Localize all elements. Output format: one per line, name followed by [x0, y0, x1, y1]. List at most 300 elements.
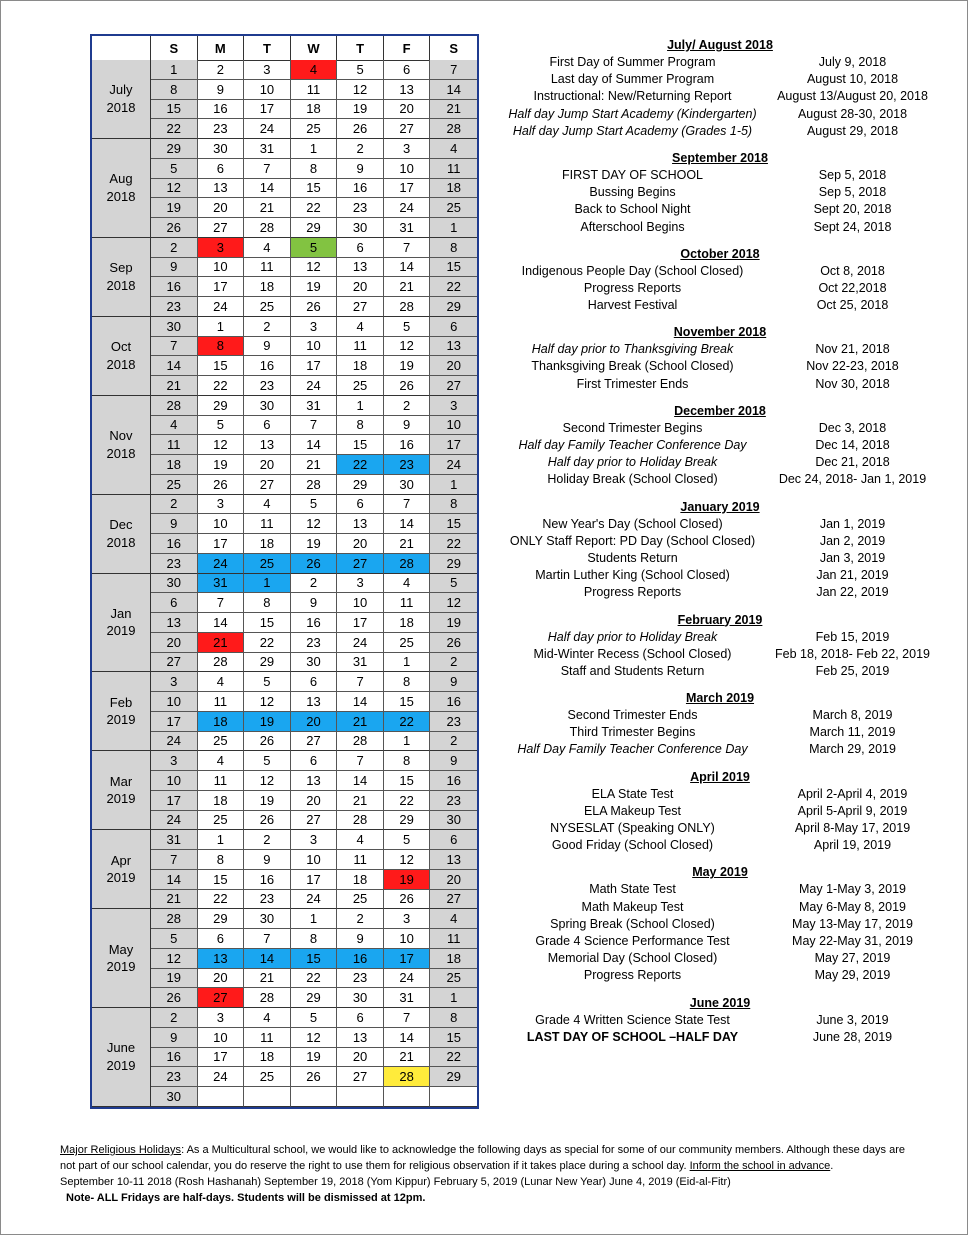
calendar-day: 21 — [151, 376, 198, 396]
calendar-day: 14 — [244, 179, 291, 199]
calendar-day: 17 — [151, 791, 198, 811]
event-row — [500, 803, 940, 820]
calendar-corner — [92, 36, 151, 61]
calendar-day: 5 — [384, 830, 431, 850]
event-row — [500, 567, 940, 584]
month-label — [92, 830, 151, 909]
event-row — [500, 263, 940, 280]
calendar-day: 8 — [384, 751, 431, 771]
calendar-day: 7 — [384, 1008, 431, 1028]
calendar-day: 7 — [244, 159, 291, 179]
month-label — [92, 574, 151, 673]
event-section-title: October 2018 — [680, 246, 760, 261]
calendar-day: 12 — [291, 1028, 338, 1048]
month-label — [92, 751, 151, 830]
event-name: Good Friday (School Closed) — [551, 838, 714, 853]
calendar-day: 9 — [291, 593, 338, 613]
calendar-day: 4 — [337, 317, 384, 337]
event-date: August 13/August 20, 2018 — [777, 89, 928, 104]
event-row — [500, 786, 940, 803]
calendar-day: 25 — [198, 811, 245, 831]
month-label-line: 2018 — [106, 188, 136, 204]
event-name: Math Makeup Test — [581, 899, 684, 914]
event-date: May 6-May 8, 2019 — [799, 899, 906, 914]
calendar-day: 5 — [384, 317, 431, 337]
calendar-day: 19 — [198, 455, 245, 475]
calendar-day: 10 — [291, 850, 338, 870]
calendar-day: 19 — [151, 969, 198, 989]
calendar-day: 27 — [198, 988, 245, 1008]
calendar-day: 3 — [198, 1008, 245, 1028]
calendar-day: 29 — [244, 653, 291, 673]
calendar-day: 6 — [291, 751, 338, 771]
calendar-day: 23 — [151, 1067, 198, 1087]
religious-holidays-period: . — [830, 1159, 834, 1172]
calendar-day: 30 — [337, 218, 384, 238]
calendar-day: 29 — [198, 396, 245, 416]
event-name: Memorial Day (School Closed) — [547, 951, 718, 966]
calendar-day: 1 — [430, 475, 477, 495]
event-date: August 29, 2018 — [806, 123, 899, 138]
calendar-day: 19 — [244, 791, 291, 811]
event-date: Sep 5, 2018 — [818, 185, 887, 200]
calendar-day: 12 — [291, 514, 338, 534]
event-section — [500, 994, 940, 1046]
calendar-day: 31 — [384, 988, 431, 1008]
calendar-day: 22 — [198, 890, 245, 910]
calendar-day: 8 — [198, 850, 245, 870]
calendar-day: 10 — [151, 771, 198, 791]
calendar-day: 7 — [430, 60, 477, 80]
event-date: Feb 25, 2019 — [815, 663, 890, 678]
calendar-day: 30 — [244, 909, 291, 929]
calendar-day: 27 — [384, 119, 431, 139]
calendar-day: 10 — [198, 258, 245, 278]
calendar-day: 13 — [198, 179, 245, 199]
calendar-day: 24 — [198, 554, 245, 574]
event-date: Dec 21, 2018 — [815, 455, 890, 470]
month-label — [92, 60, 151, 139]
calendar-day: 16 — [430, 692, 477, 712]
calendar-day: 27 — [337, 1067, 384, 1087]
calendar-day: 12 — [430, 593, 477, 613]
calendar-day: 19 — [244, 712, 291, 732]
calendar-day: 24 — [198, 1067, 245, 1087]
calendar-day: 5 — [151, 159, 198, 179]
calendar-day: 2 — [337, 139, 384, 159]
calendar-day: 25 — [151, 475, 198, 495]
calendar-day: 3 — [151, 751, 198, 771]
calendar-day — [430, 1087, 477, 1107]
event-row — [500, 88, 940, 105]
calendar-day: 9 — [151, 1028, 198, 1048]
calendar-day: 1 — [291, 909, 338, 929]
calendar-day: 3 — [337, 574, 384, 594]
event-date: Oct 25, 2018 — [816, 298, 889, 313]
event-row — [500, 950, 940, 967]
event-date: Oct 8, 2018 — [820, 263, 885, 278]
event-row — [500, 533, 940, 550]
calendar-day: 20 — [430, 356, 477, 376]
religious-holidays-dates: September 10-11 2018 (Rosh Hashanah) September 19, 2018 (Yom Kippur) February 5, 2019 (Lunar New Year) June 4, 2019 (Eid-al-Fitr) — [60, 1175, 731, 1188]
calendar-day — [244, 1087, 291, 1107]
event-date: Sept 20, 2018 — [813, 202, 892, 217]
event-row — [500, 167, 940, 184]
event-section-title: June 2019 — [689, 995, 751, 1010]
calendar-day: 19 — [384, 356, 431, 376]
calendar-day: 5 — [291, 238, 338, 258]
event-row — [500, 550, 940, 567]
calendar-day: 2 — [430, 653, 477, 673]
calendar-day: 6 — [151, 593, 198, 613]
calendar-day: 17 — [151, 712, 198, 732]
calendar-day: 9 — [244, 850, 291, 870]
calendar-day: 22 — [430, 534, 477, 554]
calendar-day: 25 — [337, 376, 384, 396]
month-label — [92, 1008, 151, 1107]
calendar-day: 16 — [151, 534, 198, 554]
calendar-day: 14 — [244, 949, 291, 969]
calendar-day: 4 — [337, 830, 384, 850]
calendar-day: 8 — [430, 238, 477, 258]
calendar-day: 1 — [384, 732, 431, 752]
calendar-day: 26 — [430, 633, 477, 653]
month-label-line: Aug — [109, 171, 133, 187]
calendar-day: 6 — [430, 830, 477, 850]
event-name: Progress Reports — [583, 585, 682, 600]
calendar-day: 31 — [198, 574, 245, 594]
calendar-day: 23 — [151, 297, 198, 317]
calendar-day: 18 — [198, 712, 245, 732]
event-row — [500, 933, 940, 950]
calendar-day: 27 — [291, 732, 338, 752]
calendar-day: 28 — [198, 653, 245, 673]
calendar-day: 7 — [384, 495, 431, 515]
calendar-day: 12 — [151, 179, 198, 199]
calendar-day: 7 — [337, 672, 384, 692]
calendar-day: 24 — [430, 455, 477, 475]
event-section-title: January 2019 — [680, 499, 760, 514]
calendar-day: 3 — [291, 317, 338, 337]
calendar-day: 27 — [151, 653, 198, 673]
calendar-day: 6 — [198, 159, 245, 179]
calendar-day: 30 — [384, 475, 431, 495]
calendar-day: 11 — [291, 80, 338, 100]
calendar-day: 5 — [430, 574, 477, 594]
calendar-day: 13 — [198, 949, 245, 969]
calendar-day: 22 — [151, 119, 198, 139]
month-label-line: June — [106, 1040, 136, 1056]
calendar-day: 13 — [244, 435, 291, 455]
month-label — [92, 317, 151, 396]
calendar-day: 8 — [291, 929, 338, 949]
calendar-day: 3 — [430, 396, 477, 416]
calendar-day: 2 — [151, 1008, 198, 1028]
event-date: April 5-April 9, 2019 — [797, 803, 908, 818]
calendar-day: 19 — [384, 870, 431, 890]
calendar-day — [198, 1087, 245, 1107]
calendar-day: 13 — [337, 1028, 384, 1048]
calendar-day: 19 — [337, 100, 384, 120]
calendar-day: 12 — [291, 258, 338, 278]
event-date: June 3, 2019 — [816, 1012, 889, 1027]
calendar-day: 22 — [244, 633, 291, 653]
calendar-day: 14 — [291, 435, 338, 455]
calendar-day: 14 — [337, 771, 384, 791]
month-label-line: 2018 — [106, 100, 136, 115]
calendar-day: 30 — [244, 396, 291, 416]
calendar-day: 24 — [291, 890, 338, 910]
event-row — [500, 54, 940, 71]
calendar-day: 21 — [244, 198, 291, 218]
calendar-day: 31 — [384, 218, 431, 238]
calendar-day: 2 — [151, 238, 198, 258]
calendar-day: 7 — [198, 593, 245, 613]
calendar-day: 4 — [430, 139, 477, 159]
calendar-day: 26 — [384, 890, 431, 910]
event-row — [500, 471, 940, 488]
calendar-day: 16 — [430, 771, 477, 791]
calendar-day: 1 — [198, 317, 245, 337]
calendar-day: 11 — [151, 435, 198, 455]
calendar-day: 6 — [198, 929, 245, 949]
calendar-day — [337, 1087, 384, 1107]
calendar-day: 31 — [244, 139, 291, 159]
event-name: Mid-Winter Recess (School Closed) — [533, 646, 732, 661]
calendar-day: 29 — [337, 475, 384, 495]
event-row — [500, 280, 940, 297]
calendar-day: 11 — [198, 771, 245, 791]
calendar-day: 7 — [291, 416, 338, 436]
event-date: March 8, 2019 — [812, 708, 893, 723]
calendar-day: 25 — [244, 1067, 291, 1087]
event-row — [500, 106, 940, 123]
calendar-day: 11 — [198, 692, 245, 712]
calendar-day: 31 — [151, 830, 198, 850]
event-date: Jan 1, 2019 — [819, 516, 886, 531]
calendar-day: 11 — [337, 337, 384, 357]
calendar-day: 15 — [291, 179, 338, 199]
calendar-day: 8 — [151, 80, 198, 100]
calendar-day: 13 — [291, 692, 338, 712]
calendar-day: 15 — [291, 949, 338, 969]
event-section-title: March 2019 — [685, 691, 755, 706]
calendar-day: 21 — [337, 712, 384, 732]
calendar-day: 13 — [151, 613, 198, 633]
calendar-day: 26 — [384, 376, 431, 396]
calendar-day: 30 — [337, 988, 384, 1008]
calendar-day: 26 — [198, 475, 245, 495]
calendar-day: 17 — [384, 179, 431, 199]
calendar-day: 22 — [384, 791, 431, 811]
calendar-day: 16 — [151, 277, 198, 297]
event-name: Instructional: New/Returning Report — [533, 89, 732, 104]
calendar-day: 29 — [430, 297, 477, 317]
calendar-day: 22 — [430, 1048, 477, 1068]
event-date: Nov 21, 2018 — [815, 342, 890, 357]
calendar-day: 14 — [151, 356, 198, 376]
event-section-title: November 2018 — [673, 325, 767, 340]
calendar-day: 20 — [198, 969, 245, 989]
event-row — [500, 71, 940, 88]
calendar-day: 13 — [337, 258, 384, 278]
event-name: Half day prior to Holiday Break — [547, 455, 718, 470]
calendar-day: 20 — [291, 712, 338, 732]
calendar-day: 4 — [384, 574, 431, 594]
event-date: Feb 18, 2018- Feb 22, 2019 — [775, 646, 930, 661]
month-label — [92, 139, 151, 238]
month-label-line: 2018 — [106, 277, 136, 293]
calendar-day: 7 — [384, 238, 431, 258]
calendar-day: 30 — [151, 1087, 198, 1107]
month-label — [92, 672, 151, 751]
calendar-day: 19 — [291, 1048, 338, 1068]
calendar-day: 4 — [244, 495, 291, 515]
calendar-day: 17 — [337, 613, 384, 633]
event-date: Oct 22,2018 — [818, 280, 887, 295]
calendar-day: 25 — [384, 633, 431, 653]
calendar-day: 27 — [337, 554, 384, 574]
calendar-day: 14 — [384, 514, 431, 534]
inform-school-link[interactable]: Inform the school in advance — [689, 1159, 831, 1172]
event-row — [500, 358, 940, 375]
calendar-day: 28 — [337, 811, 384, 831]
calendar-day: 27 — [430, 890, 477, 910]
calendar-day: 17 — [244, 100, 291, 120]
event-section — [500, 402, 940, 489]
calendar-day: 6 — [291, 672, 338, 692]
event-name: Second Trimester Begins — [562, 420, 703, 435]
calendar-day — [291, 1087, 338, 1107]
calendar-day: 23 — [384, 455, 431, 475]
event-row — [500, 437, 940, 454]
calendar-day: 11 — [244, 1028, 291, 1048]
event-date: April 19, 2019 — [813, 838, 892, 853]
calendar-day: 26 — [291, 1067, 338, 1087]
calendar-day: 13 — [430, 337, 477, 357]
event-row — [500, 297, 940, 314]
event-date: August 28-30, 2018 — [797, 106, 908, 121]
event-row — [500, 516, 940, 533]
calendar-day: 5 — [291, 1008, 338, 1028]
month-label-line: Apr — [110, 852, 132, 868]
event-row — [500, 741, 940, 758]
calendar-day: 4 — [198, 672, 245, 692]
calendar-day: 29 — [291, 218, 338, 238]
event-section — [500, 498, 940, 602]
calendar-day: 12 — [384, 337, 431, 357]
calendar-day: 25 — [337, 890, 384, 910]
calendar-day: 22 — [430, 277, 477, 297]
event-date: March 11, 2019 — [809, 725, 896, 740]
calendar-day: 21 — [384, 277, 431, 297]
event-row — [500, 341, 940, 358]
calendar-day: 12 — [151, 949, 198, 969]
calendar-day: 5 — [244, 672, 291, 692]
event-name: Half Day Family Teacher Conference Day — [517, 742, 748, 757]
calendar-day: 2 — [291, 574, 338, 594]
religious-holidays-heading: Major Religious Holidays — [60, 1144, 182, 1156]
event-date: May 29, 2019 — [814, 968, 891, 983]
month-label — [92, 909, 151, 1008]
calendar-day: 11 — [337, 850, 384, 870]
event-date: May 27, 2019 — [814, 951, 891, 966]
calendar-day: 3 — [198, 238, 245, 258]
calendar-day: 28 — [244, 988, 291, 1008]
calendar-day: 2 — [337, 909, 384, 929]
calendar-day: 20 — [244, 455, 291, 475]
month-label-line: Feb — [109, 694, 133, 710]
event-name: Third Trimester Begins — [569, 725, 696, 740]
calendar-day: 28 — [151, 909, 198, 929]
calendar-day: 30 — [430, 811, 477, 831]
calendar-day: 22 — [291, 198, 338, 218]
event-name: Last day of Summer Program — [550, 72, 715, 87]
event-section-title: December 2018 — [674, 403, 766, 418]
calendar-day: 17 — [198, 277, 245, 297]
month-label-line: July — [109, 82, 133, 98]
calendar-day: 9 — [430, 751, 477, 771]
calendar-day: 13 — [384, 80, 431, 100]
calendar-day: 24 — [384, 969, 431, 989]
events-list — [500, 36, 940, 1055]
calendar-day: 3 — [384, 139, 431, 159]
calendar-day: 16 — [244, 870, 291, 890]
event-row — [500, 629, 940, 646]
calendar-day: 26 — [151, 218, 198, 238]
calendar-day: 31 — [291, 396, 338, 416]
calendar-day: 20 — [337, 534, 384, 554]
weekday-header: S — [151, 36, 198, 61]
event-section — [500, 863, 940, 984]
calendar-day: 7 — [151, 337, 198, 357]
calendar-day: 1 — [337, 396, 384, 416]
event-name: FIRST DAY OF SCHOOL — [562, 167, 703, 182]
calendar-day: 13 — [430, 850, 477, 870]
calendar-day: 6 — [244, 416, 291, 436]
month-label-line: 2019 — [106, 959, 136, 975]
calendar-day: 27 — [198, 218, 245, 238]
event-name: Grade 4 Science Performance Test — [535, 933, 730, 948]
calendar-day: 12 — [384, 850, 431, 870]
event-section — [500, 768, 940, 855]
event-name: Half day prior to Holiday Break — [547, 629, 718, 644]
calendar-day: 9 — [337, 159, 384, 179]
calendar-day: 15 — [337, 435, 384, 455]
month-label — [92, 396, 151, 495]
calendar-day: 20 — [291, 791, 338, 811]
calendar-day: 4 — [291, 60, 338, 80]
calendar-day: 8 — [430, 1008, 477, 1028]
calendar-day: 5 — [151, 929, 198, 949]
calendar-day: 1 — [291, 139, 338, 159]
calendar-day: 24 — [244, 119, 291, 139]
calendar-day: 8 — [337, 416, 384, 436]
calendar-day: 2 — [430, 732, 477, 752]
month-label-line: 2018 — [106, 445, 136, 461]
event-name: NYSESLAT (Speaking ONLY) — [550, 821, 715, 835]
event-name: Holiday Break (School Closed) — [547, 472, 718, 487]
calendar-day: 8 — [384, 672, 431, 692]
event-date: August 10, 2018 — [806, 72, 899, 87]
month-label-line: 2019 — [106, 623, 136, 639]
calendar-day: 16 — [384, 435, 431, 455]
calendar-day: 10 — [430, 416, 477, 436]
calendar-day: 30 — [198, 139, 245, 159]
calendar-day: 18 — [291, 100, 338, 120]
calendar-day: 14 — [384, 258, 431, 278]
calendar-day: 18 — [337, 870, 384, 890]
